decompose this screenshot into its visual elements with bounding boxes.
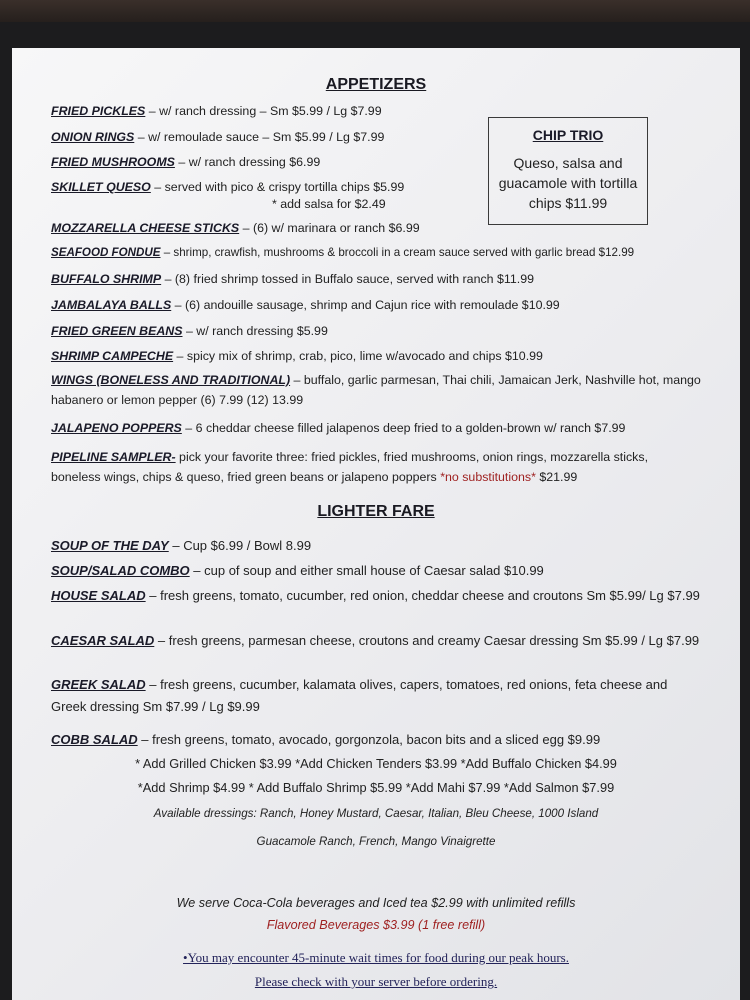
chip-trio-title: CHIP TRIO <box>532 127 604 143</box>
dressings-line-2: Guacamole Ranch, French, Mango Vinaigrette <box>256 835 496 848</box>
menu-item-cobb-salad <box>51 729 701 751</box>
item-desc: – (6) andouille sausage, shrimp and Cajun rice with remoulade $10.99 <box>171 298 560 312</box>
lighter-fare-heading: LIGHTER FARE <box>317 503 435 520</box>
wait-time-notice: •You may encounter 45-minute wait times for food during our peak hours. <box>183 950 569 965</box>
menu-item-shrimp-campeche <box>51 346 701 366</box>
item-name: MOZZARELLA CHEESE STICKS <box>51 221 240 235</box>
item-name: SEAFOOD FONDUE <box>51 246 161 259</box>
item-desc: – 6 cheddar cheese filled jalapenos deep fried to a golden-brown w/ ranch $7.99 <box>181 421 626 435</box>
chip-trio-box <box>488 117 648 225</box>
menu-item-greek-salad <box>51 674 701 718</box>
item-name: SOUP OF THE DAY <box>51 538 169 553</box>
item-name: CAESAR SALAD <box>51 633 155 648</box>
item-price: $21.99 <box>535 470 578 484</box>
item-name: BUFFALO SHRIMP <box>51 272 162 286</box>
item-name: HOUSE SALAD <box>51 588 146 603</box>
item-desc: – fresh greens, tomato, avocado, gorgonzola, bacon bits and a sliced egg $9.99 <box>137 732 601 747</box>
item-desc: – w/ remoulade sauce – Sm $5.99 / Lg $7.99 <box>134 130 385 144</box>
menu-item-wings <box>51 370 701 410</box>
item-name: SHRIMP CAMPECHE <box>51 349 174 363</box>
item-desc: – served with pico & crispy tortilla chips $5.99 <box>150 180 405 194</box>
item-desc: – buffalo, garlic parmesan, Thai chili, Jamaican Jerk, Nashville hot, mango habanero or lemon pepper (6) 7.99 (12) 13.99 <box>51 373 701 407</box>
item-desc: – w/ ranch dressing – Sm $5.99 / Lg $7.99 <box>145 104 382 118</box>
menu-item-buffalo-shrimp <box>51 269 701 289</box>
salad-addons-row-1: * Add Grilled Chicken $3.99 *Add Chicken Tenders $3.99 *Add Buffalo Chicken $4.99 <box>135 756 617 771</box>
flavored-beverages-note: Flavored Beverages $3.99 (1 free refill) <box>266 918 486 932</box>
item-name: COBB SALAD <box>51 732 138 747</box>
item-desc: – shrimp, crawfish, mushrooms & broccoli in a cream sauce served with garlic bread $12.99 <box>160 246 635 259</box>
item-name: GREEK SALAD <box>51 677 146 692</box>
menu-page <box>12 48 740 1000</box>
dressings-line-1: Available dressings: Ranch, Honey Mustard, Caesar, Italian, Bleu Cheese, 1000 Island <box>153 807 599 820</box>
item-desc: – fresh greens, cucumber, kalamata olives, capers, tomatoes, red onions, feta cheese and Greek dressing Sm $7.99 / Lg $9.99 <box>51 677 668 714</box>
item-desc: pick your favorite three: fried pickles, fried mushrooms, onion rings, mozzarella sticks, boneless wings, chips & queso, fried green beans or jalapeno poppers <box>51 450 649 484</box>
menu-item-soup-of-the-day <box>51 535 701 557</box>
menu-item-pipeline-sampler <box>51 447 701 487</box>
menu-item-house-salad <box>51 585 701 607</box>
menu-item-jalapeno-poppers <box>51 418 701 438</box>
menu-item-caesar-salad <box>51 630 701 652</box>
item-name: WINGS (BONELESS AND TRADITIONAL) <box>51 373 291 387</box>
item-name: PIPELINE SAMPLER- <box>51 450 176 464</box>
item-desc: – cup of soup and either small house of Caesar salad $10.99 <box>189 563 544 578</box>
item-desc: – w/ ranch dressing $5.99 <box>182 324 328 338</box>
menu-item-mozzarella-sticks <box>51 218 701 238</box>
menu-item-soup-salad-combo <box>51 560 701 582</box>
item-name: SOUP/SALAD COMBO <box>51 563 190 578</box>
item-name: ONION RINGS <box>51 130 135 144</box>
menu-item-seafood-fondue <box>51 243 701 263</box>
item-desc: – fresh greens, parmesan cheese, croutons and creamy Caesar dressing Sm $5.99 / Lg $7.99 <box>154 633 700 648</box>
item-name: FRIED MUSHROOMS <box>51 155 175 169</box>
item-desc: – (8) fried shrimp tossed in Buffalo sauce, served with ranch $11.99 <box>161 272 534 286</box>
appetizers-heading: APPETIZERS <box>325 76 427 93</box>
queso-addon-note: * add salsa for $2.49 <box>272 197 386 211</box>
item-desc: – fresh greens, tomato, cucumber, red onion, cheddar cheese and croutons Sm $5.99/ Lg $7.99 <box>145 588 700 603</box>
item-desc: – Cup $6.99 / Bowl 8.99 <box>168 538 312 553</box>
item-name: JAMBALAYA BALLS <box>51 298 172 312</box>
item-name: FRIED PICKLES <box>51 104 146 118</box>
menu-item-fried-green-beans <box>51 321 701 341</box>
salad-addons-row-2: *Add Shrimp $4.99 * Add Buffalo Shrimp $5.99 *Add Mahi $7.99 *Add Salmon $7.99 <box>137 780 615 795</box>
menu-item-jambalaya-balls <box>51 295 701 315</box>
item-desc: – w/ ranch dressing $6.99 <box>174 155 321 169</box>
beverages-note: We serve Coca-Cola beverages and Iced tea $2.99 with unlimited refills <box>176 896 576 910</box>
item-name: JALAPENO POPPERS <box>51 421 182 435</box>
no-substitutions-note: *no substitutions* <box>440 470 536 484</box>
check-server-notice: Please check with your server before ordering. <box>254 974 498 989</box>
item-desc: – (6) w/ marinara or ranch $6.99 <box>239 221 420 235</box>
item-name: FRIED GREEN BEANS <box>51 324 183 338</box>
item-name: SKILLET QUESO <box>51 180 151 194</box>
item-desc: – spicy mix of shrimp, crab, pico, lime w/avocado and chips $10.99 <box>173 349 543 363</box>
chip-trio-desc: Queso, salsa and guacamole with tortilla chips $11.99 <box>498 155 638 211</box>
